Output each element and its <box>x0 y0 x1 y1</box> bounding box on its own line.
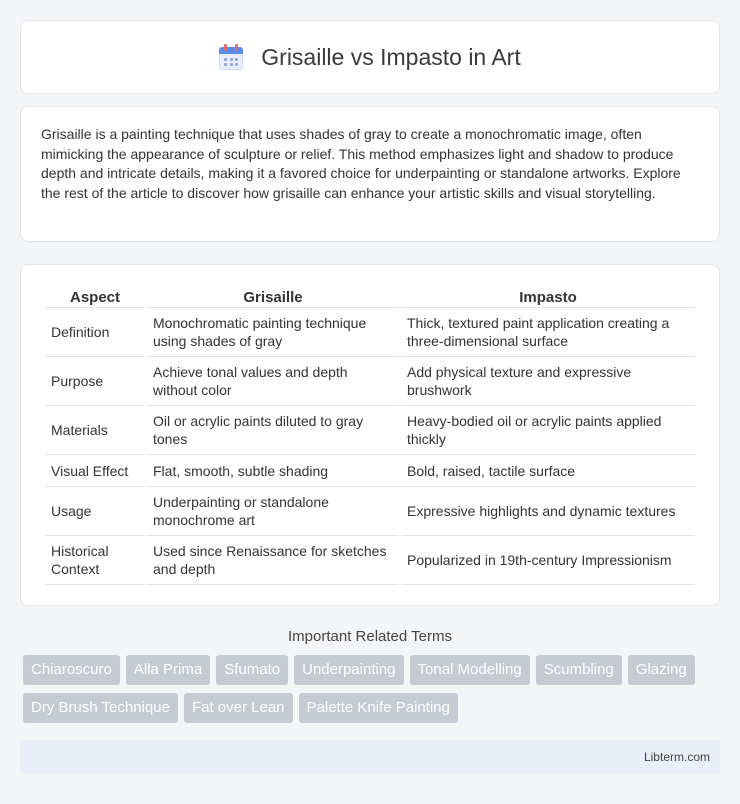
table-row <box>45 357 695 406</box>
cell-impasto: Popularized in 19th-century Impressionism <box>401 536 695 585</box>
page-title: Grisaille vs Impasto in Art <box>261 43 521 70</box>
cell-aspect: Definition <box>45 308 145 357</box>
table-header-row <box>45 285 695 308</box>
tag-scumbling[interactable]: Scumbling <box>536 655 622 685</box>
cell-aspect: Visual Effect <box>45 455 145 487</box>
tag-alla-prima[interactable]: Alla Prima <box>126 655 210 685</box>
header <box>219 44 520 71</box>
comparison-card <box>20 264 720 606</box>
cell-aspect: Usage <box>45 487 145 536</box>
related-terms-title: Important Related Terms <box>288 628 452 645</box>
table-row <box>45 455 695 487</box>
table-row <box>45 308 695 357</box>
header-grisaille: Grisaille <box>147 285 399 308</box>
cell-aspect: Historical Context <box>45 536 145 585</box>
tag-sfumato[interactable]: Sfumato <box>216 655 288 685</box>
tag-dry-brush-technique[interactable]: Dry Brush Technique <box>23 693 178 723</box>
cell-grisaille: Achieve tonal values and depth without color <box>147 357 399 406</box>
cell-grisaille: Underpainting or standalone monochrome art <box>147 487 399 536</box>
calendar-icon <box>219 44 243 70</box>
cell-aspect: Purpose <box>45 357 145 406</box>
tag-fat-over-lean[interactable]: Fat over Lean <box>184 693 293 723</box>
cell-grisaille: Monochromatic painting technique using shades of gray <box>147 308 399 357</box>
table-row <box>45 406 695 455</box>
tag-palette-knife-painting[interactable]: Palette Knife Painting <box>299 693 458 723</box>
footer <box>20 740 720 774</box>
cell-grisaille: Used since Renaissance for sketches and depth <box>147 536 399 585</box>
intro-card <box>20 106 720 242</box>
header-card <box>20 20 720 94</box>
comparison-table <box>43 285 697 585</box>
cell-impasto: Thick, textured paint application creating a three-dimensional surface <box>401 308 695 357</box>
cell-grisaille: Flat, smooth, subtle shading <box>147 455 399 487</box>
tag-tonal-modelling[interactable]: Tonal Modelling <box>410 655 530 685</box>
tag-chiaroscuro[interactable]: Chiaroscuro <box>23 655 120 685</box>
intro-text: Grisaille is a painting technique that uses shades of gray to create a monochromatic image, often mimicking the appearance of sculpture or relief. This method emphasizes light and shadow to produce depth and intricate details, making it a favored choice for underpainting or standalone artworks. Explore the rest of the article to discover how grisaille can enhance your artistic skills and visual storytelling. <box>41 126 681 201</box>
tag-glazing[interactable]: Glazing <box>628 655 695 685</box>
table-row <box>45 536 695 585</box>
table-row <box>45 487 695 536</box>
tag-underpainting[interactable]: Underpainting <box>294 655 403 685</box>
cell-aspect: Materials <box>45 406 145 455</box>
cell-impasto: Add physical texture and expressive brushwork <box>401 357 695 406</box>
cell-grisaille: Oil or acrylic paints diluted to gray tones <box>147 406 399 455</box>
footer-link[interactable]: Libterm.com <box>643 750 710 764</box>
related-terms-list <box>20 655 720 723</box>
cell-impasto: Expressive highlights and dynamic textures <box>401 487 695 536</box>
cell-impasto: Heavy-bodied oil or acrylic paints applied thickly <box>401 406 695 455</box>
header-impasto: Impasto <box>401 285 695 308</box>
cell-impasto: Bold, raised, tactile surface <box>401 455 695 487</box>
header-aspect: Aspect <box>45 285 145 308</box>
